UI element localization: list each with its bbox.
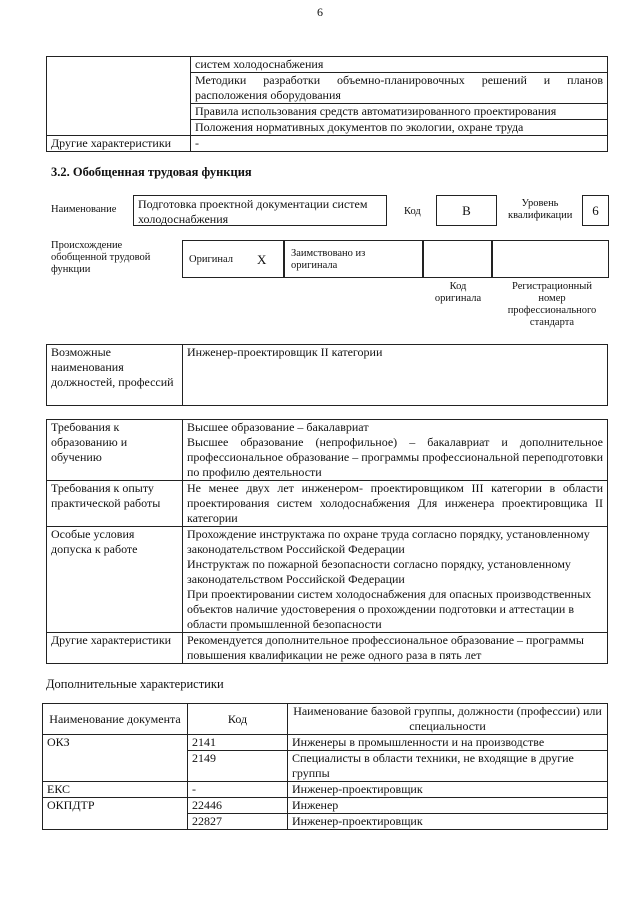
cell-code: 2149 (188, 751, 288, 782)
code-value-box (436, 195, 497, 226)
requirement-label: Требования к образованию и обучению (47, 420, 183, 481)
requirements-table (46, 419, 608, 664)
requirement-line: Не менее двух лет инженером- проектировщиком III категории в области проектирования систем холодоснабжения Для инженера проектировщика II категории (187, 481, 603, 525)
cell-document: ОКЗ (43, 735, 188, 782)
page-number: 6 (317, 5, 323, 19)
cell-name: Инженер-проектировщик (288, 814, 608, 830)
requirement-line: При проектировании систем холодоснабжения для опасных производственных объектов наличие удостоверения о прохождении подготовки и аттестации в области промышленной безопасности (187, 587, 592, 631)
requirement-row (47, 481, 608, 527)
cell-code: - (188, 782, 288, 798)
origin-borrowed-cell (284, 240, 423, 278)
additional-row (43, 735, 608, 751)
cell-code: 2141 (188, 735, 288, 751)
borrowed-label: Заимствовано из оригинала (291, 248, 366, 271)
knowledge-item: Положения нормативных документов по экологии, охране труда (191, 120, 608, 136)
cell-code: 22446 (188, 798, 288, 814)
cell-document: ЕКС (43, 782, 188, 798)
origin-code-cell (423, 240, 492, 278)
name-value: Подготовка проектной документации систем холодоснабжения (138, 197, 368, 226)
cell-code: 22827 (188, 814, 288, 830)
requirement-line: Прохождение инструктажа по охране труда согласно порядку, установленному законодательством Российской Федерации (187, 527, 590, 556)
knowledge-item: систем холодоснабжения (191, 57, 608, 73)
requirement-value (183, 481, 608, 527)
requirement-value (183, 633, 608, 664)
requirement-value (183, 420, 608, 481)
additional-row (43, 798, 608, 814)
cell-name: Инженеры в промышленности и на производстве (288, 735, 608, 751)
additional-title: Дополнительные характеристики (46, 677, 224, 691)
knowledge-item: Правила использования средств автоматизированного проектирования (191, 104, 608, 120)
code-value: B (462, 203, 471, 218)
additional-header-row (43, 704, 608, 735)
header-code: Код (188, 704, 288, 735)
requirement-row (47, 420, 608, 481)
requirement-label: Другие характеристики (47, 633, 183, 664)
requirement-line: Высшее образование (непрофильное) – бакалавриат и дополнительное профессиональное образование – программы профессиональной переподготовки по профилю деятельности (187, 435, 603, 479)
level-label: Уровень квалификации (508, 198, 573, 221)
section-title: 3.2. Обобщенная трудовая функция (51, 165, 252, 179)
cell-name: Специалисты в области техники, не входящие в другие группы (288, 751, 608, 782)
origin-reg-caption: Регистрационный номер профессионального стандарта (507, 281, 597, 328)
level-value: 6 (592, 203, 599, 218)
cell-document: ОКПДТР (43, 798, 188, 830)
origin-code-caption: Код оригинала (434, 281, 482, 304)
header-document: Наименование документа (43, 704, 188, 735)
requirement-row (47, 633, 608, 664)
additional-table (42, 703, 608, 830)
positions-value: Инженер-проектировщик II категории (183, 345, 608, 406)
cell-name: Инженер (288, 798, 608, 814)
positions-label: Возможные наименования должностей, профессий (47, 345, 183, 406)
name-value-box (133, 195, 387, 226)
requirement-line: Высшее образование – бакалавриат (187, 420, 369, 434)
requirement-value (183, 527, 608, 633)
other-characteristics-value: - (191, 136, 608, 152)
requirement-label: Особые условия допуска к работе (47, 527, 183, 633)
name-label: Наименование (51, 204, 117, 215)
header-name: Наименование базовой группы, должности (профессии) или специальности (288, 704, 608, 735)
original-label: Оригинал (189, 254, 233, 265)
origin-original-cell (182, 240, 284, 278)
original-mark: X (257, 252, 267, 267)
additional-row (43, 782, 608, 798)
knowledge-item: Методики разработки объемно-планировочных решений и планов расположения оборудования (191, 73, 608, 104)
code-label: Код (404, 206, 421, 217)
level-value-box (582, 195, 609, 226)
other-characteristics-label: Другие характеристики (47, 136, 191, 152)
requirement-label: Требования к опыту практической работы (47, 481, 183, 527)
origin-reg-cell (492, 240, 609, 278)
requirement-line: Рекомендуется дополнительное профессиональное образование – программы повышения квалификации не реже одного раза в пять лет (187, 633, 584, 662)
requirement-line: Инструктаж по пожарной безопасности согласно порядку, установленному законодательством Российской Федерации (187, 557, 571, 586)
cell-name: Инженер-проектировщик (288, 782, 608, 798)
positions-table (46, 344, 608, 406)
requirement-row (47, 527, 608, 633)
top-empty-label-cell (47, 57, 191, 136)
top-knowledge-table (46, 56, 608, 152)
origin-label: Происхождение обобщенной трудовой функции (51, 240, 151, 275)
